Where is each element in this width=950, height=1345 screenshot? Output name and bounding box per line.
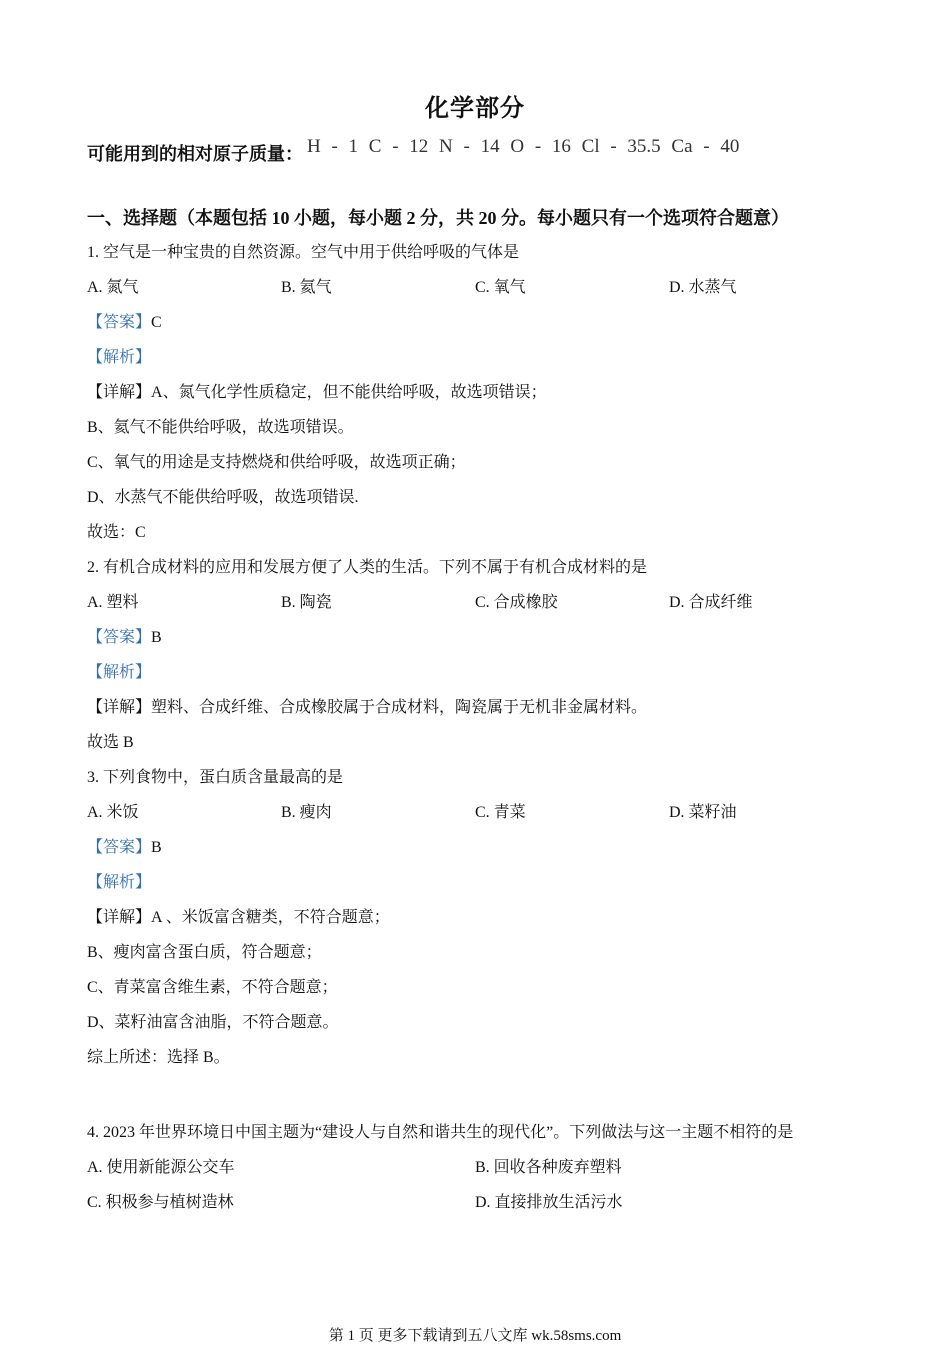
page-footer: 第 1 页 更多下载请到五八文库 wk.58sms.com bbox=[328, 1328, 622, 1344]
section-title: 一、选择题（本题包括 10 小题，每小题 2 分，共 20 分。每小题只有一个选项符合题意） bbox=[87, 208, 789, 228]
q3-stem: 3. 下列食物中，蛋白质含量最高的是 bbox=[87, 769, 344, 786]
q1-detail-4: D、水蒸气不能供给呼吸，故选项错误. bbox=[87, 489, 359, 506]
q1-option-a: A. 氮气 bbox=[87, 279, 139, 296]
q3-detail-1-text: A 、米饭富含糖类，不符合题意； bbox=[151, 909, 390, 926]
q2-analysis-marker: 【解析】 bbox=[87, 664, 152, 681]
q1-answer-value: C bbox=[151, 314, 162, 331]
q2-answer bbox=[87, 627, 162, 649]
q3-option-b: B. 瘦肉 bbox=[281, 804, 332, 821]
q3-option-d: D. 菜籽油 bbox=[669, 804, 737, 821]
q2-detail-1-text: 塑料、合成纤维、合成橡胶属于合成材料，陶瓷属于无机非金属材料。 bbox=[151, 699, 648, 716]
q3-analysis-marker: 【解析】 bbox=[87, 874, 152, 891]
page-title: 化学部分 bbox=[425, 96, 525, 122]
q3-detail-2: B、瘦肉富含蛋白质，符合题意； bbox=[87, 944, 322, 961]
atomic-masses-values: H - 1 C - 12 N - 14 O - 16 Cl - 35.5 Ca - 40 bbox=[307, 136, 740, 157]
atomic-masses-row bbox=[87, 136, 740, 170]
q1-option-d: D. 水蒸气 bbox=[669, 279, 737, 296]
q4-option-c: C. 积极参与植树造林 bbox=[87, 1194, 234, 1211]
answer-marker: 【答案】 bbox=[87, 629, 152, 646]
q3-detail-4: D、菜籽油富含油脂，不符合题意。 bbox=[87, 1014, 339, 1031]
answer-marker: 【答案】 bbox=[87, 314, 152, 331]
q2-option-c: C. 合成橡胶 bbox=[475, 594, 558, 611]
detail-marker: 【详解】 bbox=[87, 384, 152, 401]
q1-answer bbox=[87, 312, 162, 334]
q1-analysis-marker: 【解析】 bbox=[87, 349, 152, 366]
q2-option-d: D. 合成纤维 bbox=[669, 594, 753, 611]
q3-detail-3: C、青菜富含维生素，不符合题意； bbox=[87, 979, 338, 996]
q3-option-a: A. 米饭 bbox=[87, 804, 139, 821]
q2-answer-value: B bbox=[151, 629, 162, 646]
q4-option-a: A. 使用新能源公交车 bbox=[87, 1159, 235, 1176]
q4-stem: 4. 2023 年世界环境日中国主题为“建设人与自然和谐共生的现代化”。下列做法与这一主题不相符的是 bbox=[87, 1124, 794, 1141]
q2-stem: 2. 有机合成材料的应用和发展方便了人类的生活。下列不属于有机合成材料的是 bbox=[87, 559, 648, 576]
q1-detail-3: C、氧气的用途是支持燃烧和供给呼吸，故选项正确； bbox=[87, 454, 466, 471]
q3-answer-value: B bbox=[151, 839, 162, 856]
q1-detail-2: B、氦气不能供给呼吸，故选项错误。 bbox=[87, 419, 354, 436]
q3-option-c: C. 青菜 bbox=[475, 804, 526, 821]
atomic-masses-label: 可能用到的相对原子质量： bbox=[87, 144, 303, 164]
answer-marker: 【答案】 bbox=[87, 839, 152, 856]
q3-conclusion: 综上所述：选择 B。 bbox=[87, 1049, 230, 1066]
q1-conclusion: 故选：C bbox=[87, 524, 146, 541]
q2-conclusion: 故选 B bbox=[87, 734, 134, 751]
q4-option-b: B. 回收各种废弃塑料 bbox=[475, 1159, 622, 1176]
detail-marker: 【详解】 bbox=[87, 909, 152, 926]
q2-option-a: A. 塑料 bbox=[87, 594, 139, 611]
q3-answer bbox=[87, 837, 162, 859]
q1-stem: 1. 空气是一种宝贵的自然资源。空气中用于供给呼吸的气体是 bbox=[87, 244, 520, 261]
q1-detail-1-text: A、氮气化学性质稳定，但不能供给呼吸，故选项错误； bbox=[151, 384, 547, 401]
q1-detail-1 bbox=[87, 382, 547, 404]
q4-option-d: D. 直接排放生活污水 bbox=[475, 1194, 623, 1211]
q1-option-b: B. 氦气 bbox=[281, 279, 332, 296]
q2-detail-1 bbox=[87, 697, 647, 719]
detail-marker: 【详解】 bbox=[87, 699, 152, 716]
q1-option-c: C. 氧气 bbox=[475, 279, 526, 296]
q3-detail-1 bbox=[87, 907, 390, 929]
q2-option-b: B. 陶瓷 bbox=[281, 594, 332, 611]
